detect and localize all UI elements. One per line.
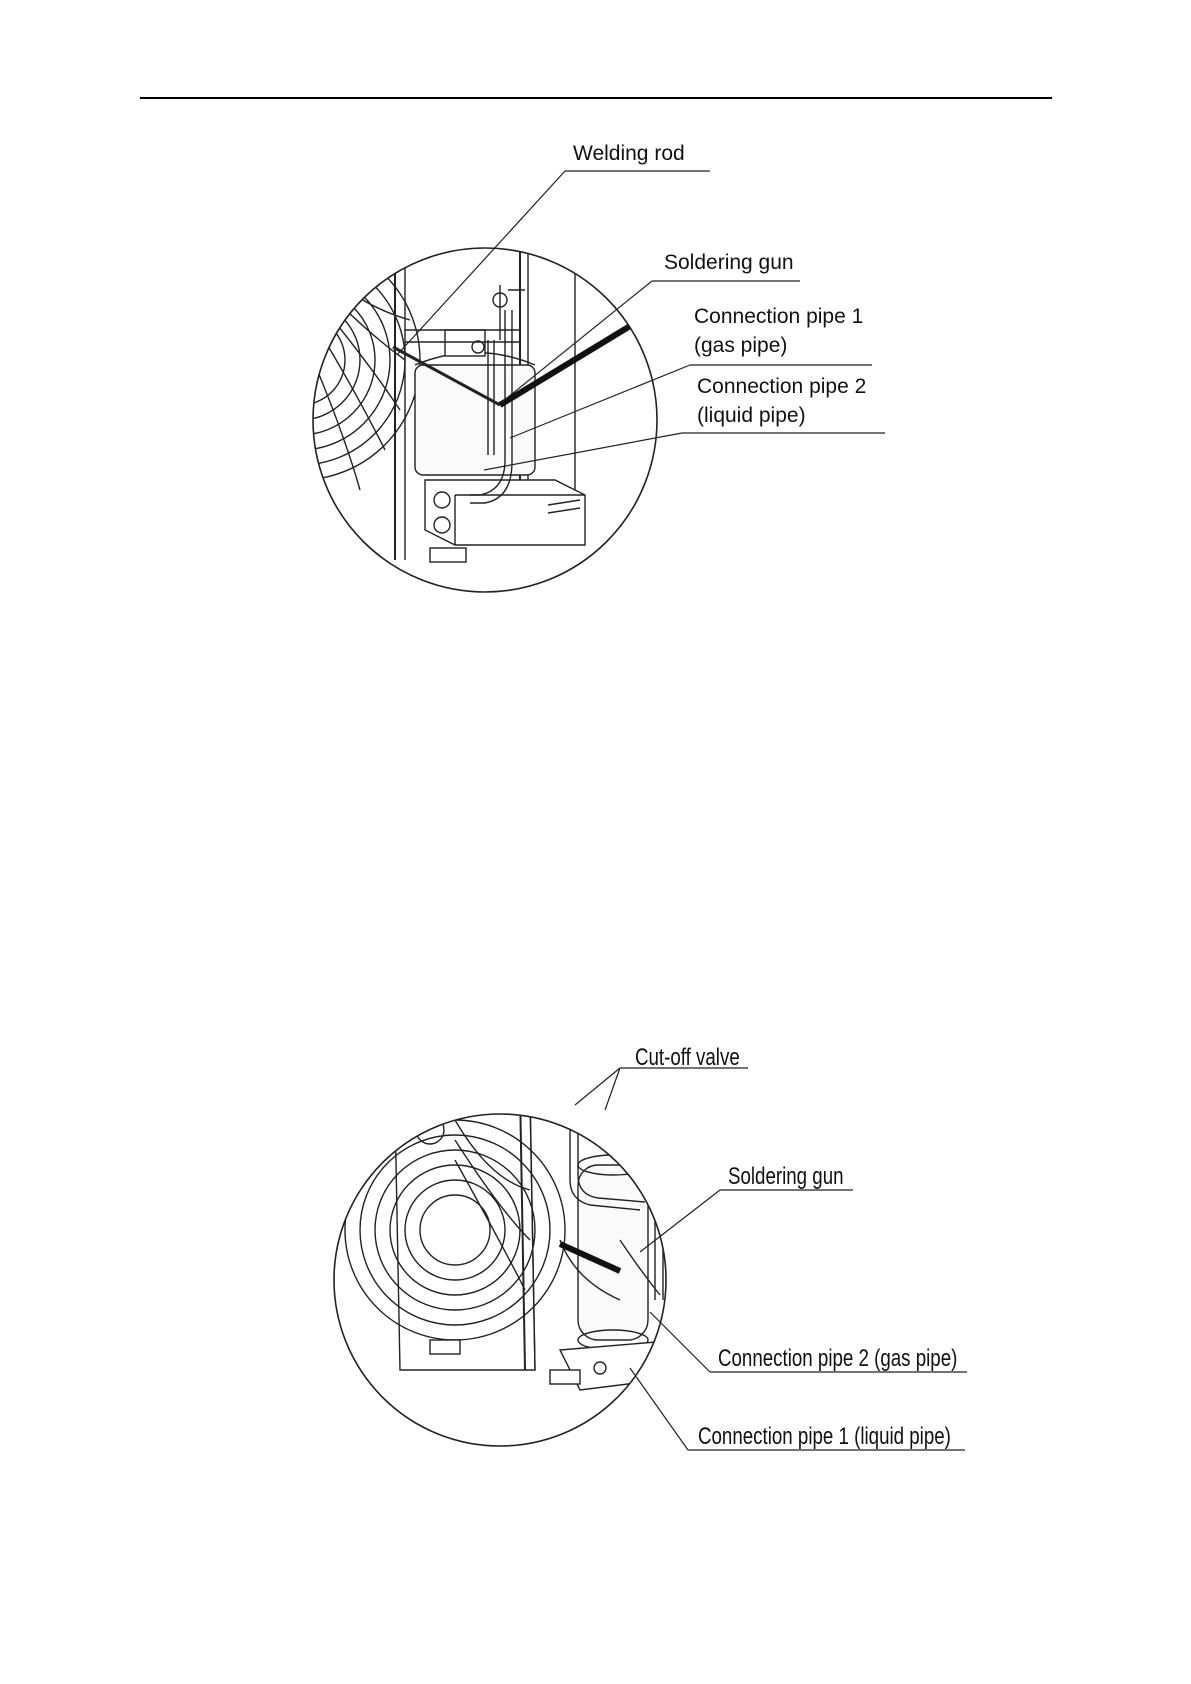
figure-2-drawing bbox=[345, 1090, 700, 1390]
callout-connection-pipe-2-gas: Connection pipe 2 (gas pipe) bbox=[718, 1345, 958, 1372]
callout-connection-pipe-2-sub: (liquid pipe) bbox=[697, 404, 806, 427]
callout-connection-pipe-1-sub: (gas pipe) bbox=[694, 334, 788, 357]
callout-welding-rod: Welding rod bbox=[573, 142, 685, 165]
callout-connection-pipe-1-liquid: Connection pipe 1 (liquid pipe) bbox=[698, 1423, 951, 1450]
callout-cut-off-valve: Cut-off valve bbox=[635, 1044, 740, 1071]
callout-connection-pipe-2: Connection pipe 2 bbox=[697, 375, 867, 398]
figure-1-drawing bbox=[180, 240, 640, 562]
callout-soldering-gun: Soldering gun bbox=[664, 251, 794, 274]
callout-connection-pipe-1: Connection pipe 1 bbox=[694, 305, 864, 328]
fan-grille bbox=[180, 240, 420, 490]
callout-soldering-gun-2: Soldering gun bbox=[728, 1163, 844, 1190]
